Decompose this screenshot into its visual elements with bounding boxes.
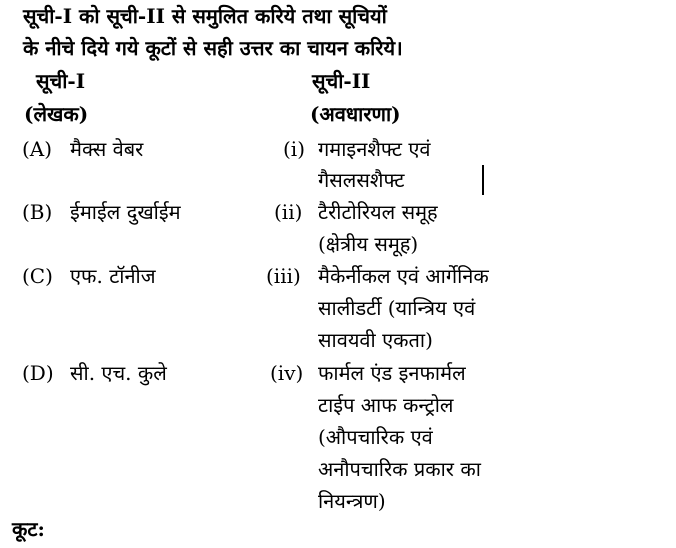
text-cursor	[482, 165, 484, 195]
list-2-item-line: टैरीटोरियल समूह	[318, 200, 438, 224]
list-2-item-line: नियन्त्रण)	[318, 489, 386, 513]
list-2-subtitle: (अवधारणा)	[310, 102, 401, 126]
list-2-item-line: गमाइनशैफ्ट एवं	[318, 137, 431, 161]
question-line-1: सूची-I को सूची-II से समुलित करिये तथा सूचियों	[23, 4, 387, 28]
list-1-item-text: सी. एच. कुले	[70, 361, 167, 385]
list-2-item-label: (iii)	[266, 264, 301, 288]
list-2-item-line: सालीडर्टी (यान्त्रिय एवं	[318, 296, 476, 320]
list-2-item-line: फार्मल एंड इनफार्मल	[318, 361, 466, 385]
list-1-subtitle: (लेखक)	[24, 102, 89, 126]
list-1-item-label: (C)	[22, 264, 53, 288]
question-line-2: के नीचे दिये गये कूटों से सही उत्तर का चायन करिये।	[23, 36, 403, 60]
list-2-item-line: अनौपचारिक प्रकार का	[318, 457, 481, 481]
list-1-item-text: एफ. टॉनीज	[70, 264, 156, 288]
list-1-title: सूची-I	[36, 69, 86, 93]
list-1-item-label: (A)	[22, 137, 53, 161]
list-2-item-line: सावयवी एकता)	[318, 328, 433, 352]
kut-label: कूट:	[12, 517, 45, 541]
list-1-item-label: (B)	[22, 200, 53, 224]
list-2-item-label: (iv)	[270, 361, 304, 385]
list-2-item-line: गैसलसशैफ्ट	[318, 168, 405, 192]
list-2-item-label: (ii)	[274, 200, 303, 224]
list-2-item-line: मैकेर्नीकल एवं आर्गेनिक	[318, 264, 489, 288]
list-2-item-line: (क्षेत्रीय समूह)	[318, 232, 419, 256]
list-2-item-line: (औपचारिक एवं	[318, 425, 433, 449]
list-2-item-line: टाईप आफ कन्ट्रोल	[318, 393, 454, 417]
list-1-item-label: (D)	[22, 361, 54, 385]
list-1-item-text: मैक्स वेबर	[70, 137, 144, 161]
list-2-title: सूची-II	[312, 69, 371, 93]
list-1-item-text: ईमाईल दुर्खाईम	[70, 200, 181, 224]
list-2-item-label: (i)	[283, 137, 306, 161]
